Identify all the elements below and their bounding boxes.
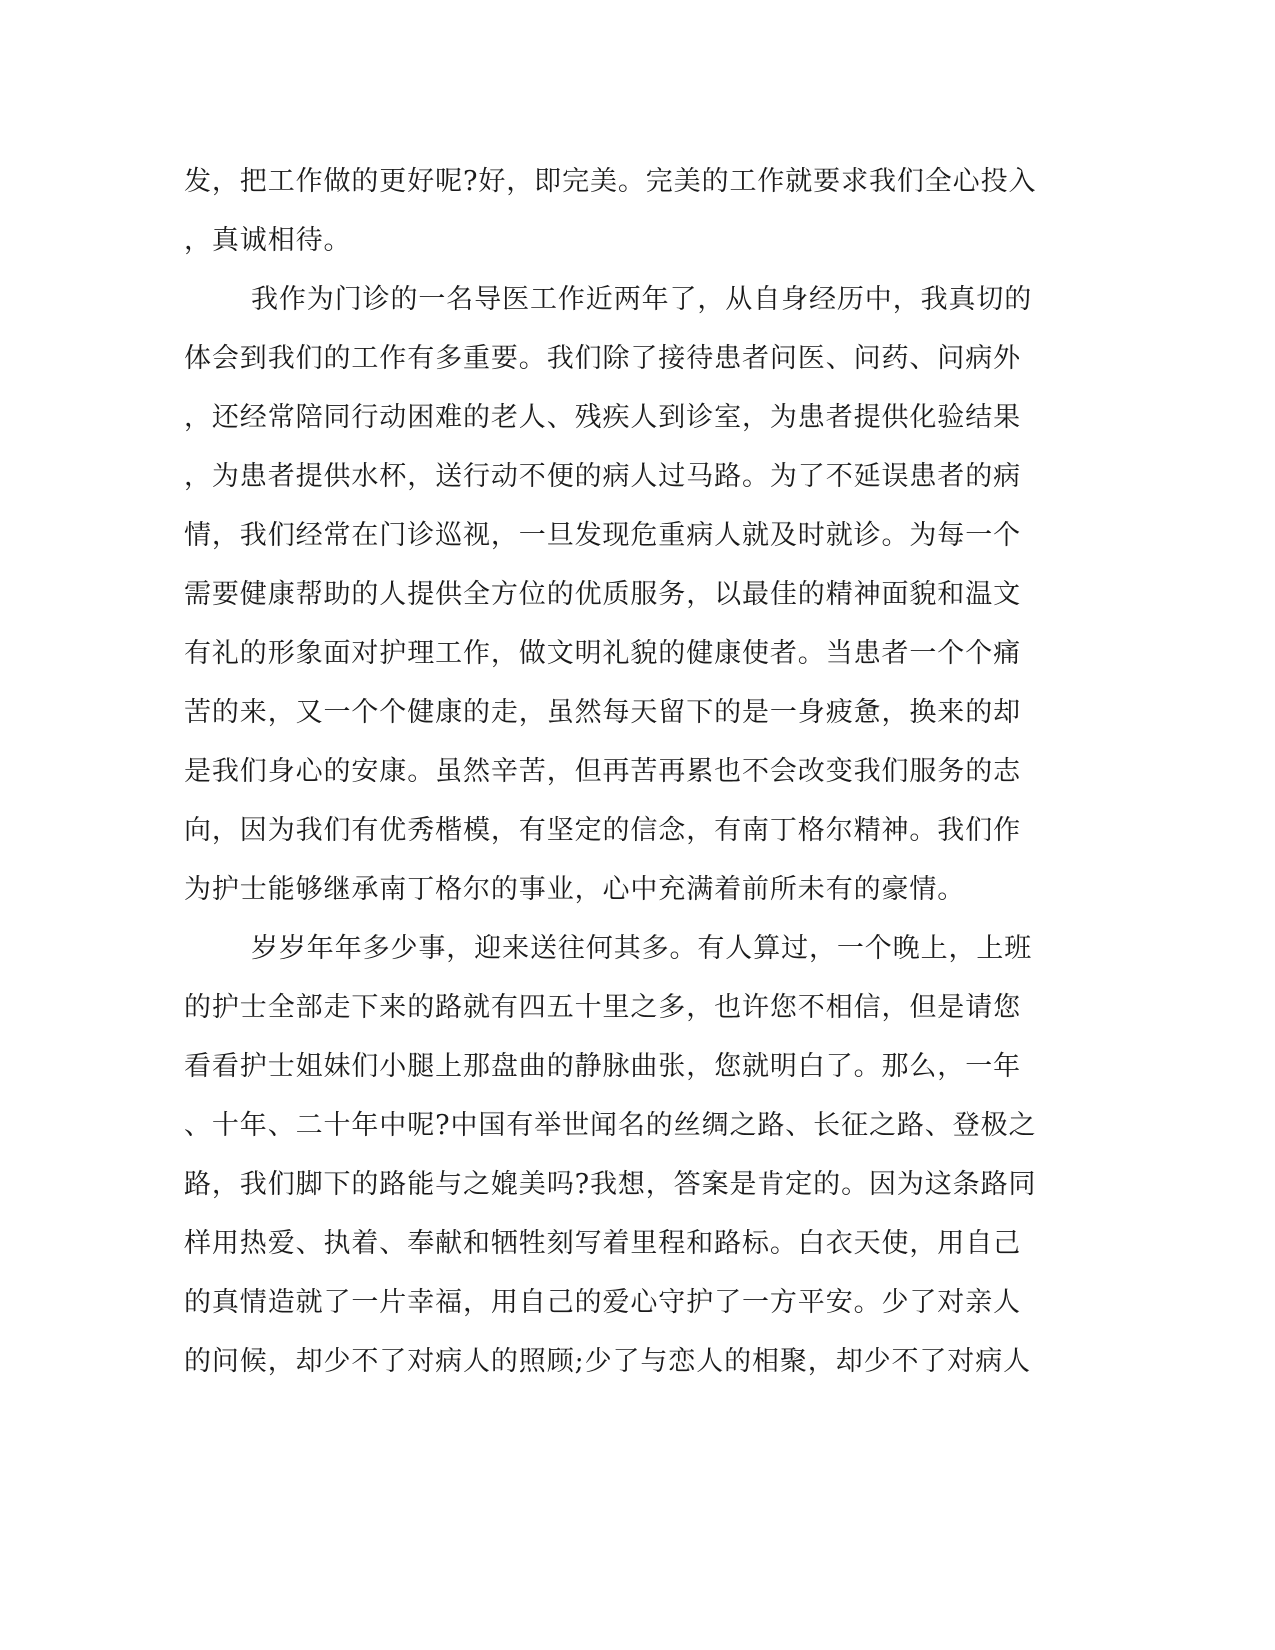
text-line: 的真情造就了一片幸福，用自己的爱心守护了一方平安。少了对亲人 bbox=[184, 1287, 1021, 1318]
text-line: 向，因为我们有优秀楷模，有坚定的信念，有南丁格尔精神。我们作 bbox=[184, 815, 1021, 846]
text-line: 情，我们经常在门诊巡视，一旦发现危重病人就及时就诊。为每一个 bbox=[184, 520, 1021, 551]
text-line: 岁岁年年多少事，迎来送往何其多。有人算过，一个晚上，上班 bbox=[251, 933, 1033, 964]
text-line: 路，我们脚下的路能与之媲美吗?我想，答案是肯定的。因为这条路同 bbox=[184, 1169, 1037, 1200]
body-text bbox=[184, 161, 1044, 1400]
text-line: ，真诚相待。 bbox=[184, 225, 352, 256]
paragraph bbox=[184, 161, 1044, 279]
paragraph bbox=[184, 928, 1044, 1400]
text-line: 的护士全部走下来的路就有四五十里之多，也许您不相信，但是请您 bbox=[184, 992, 1021, 1023]
paragraph bbox=[184, 279, 1044, 928]
text-line: 为护士能够继承南丁格尔的事业，心中充满着前所未有的豪情。 bbox=[184, 874, 966, 905]
text-line: ，为患者提供水杯，送行动不便的病人过马路。为了不延误患者的病 bbox=[184, 461, 1021, 492]
text-line: 的问候，却少不了对病人的照顾;少了与恋人的相聚，却少不了对病人 bbox=[184, 1346, 1031, 1377]
text-line: 需要健康帮助的人提供全方位的优质服务，以最佳的精神面貌和温文 bbox=[184, 579, 1021, 610]
text-line: 我作为门诊的一名导医工作近两年了，从自身经历中，我真切的 bbox=[251, 284, 1033, 315]
text-line: 苦的来，又一个个健康的走，虽然每天留下的是一身疲惫，换来的却 bbox=[184, 697, 1021, 728]
text-line: 、十年、二十年中呢?中国有举世闻名的丝绸之路、长征之路、登极之 bbox=[184, 1110, 1037, 1141]
text-line: 看看护士姐妹们小腿上那盘曲的静脉曲张，您就明白了。那么，一年 bbox=[184, 1051, 1021, 1082]
text-line: 体会到我们的工作有多重要。我们除了接待患者问医、问药、问病外 bbox=[184, 343, 1021, 374]
text-line: 样用热爱、执着、奉献和牺牲刻写着里程和路标。白衣天使，用自己 bbox=[184, 1228, 1021, 1259]
text-line: 发，把工作做的更好呢?好，即完美。完美的工作就要求我们全心投入 bbox=[184, 166, 1037, 197]
text-line: 有礼的形象面对护理工作，做文明礼貌的健康使者。当患者一个个痛 bbox=[184, 638, 1021, 669]
text-line: ，还经常陪同行动困难的老人、残疾人到诊室，为患者提供化验结果 bbox=[184, 402, 1021, 433]
text-line: 是我们身心的安康。虽然辛苦，但再苦再累也不会改变我们服务的志 bbox=[184, 756, 1021, 787]
